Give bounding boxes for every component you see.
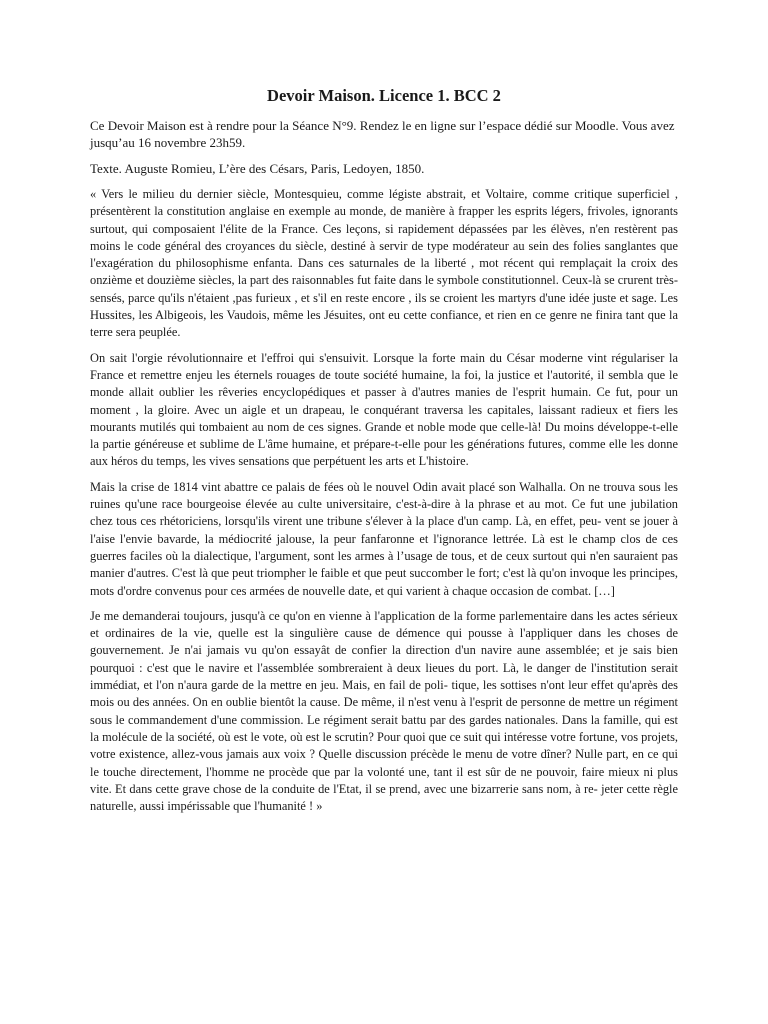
text-source-reference: Texte. Auguste Romieu, L’ère des Césars, Paris, Ledoyen, 1850. [90, 161, 425, 176]
assignment-instructions: Ce Devoir Maison est à rendre pour la Séance N°9. Rendez le en ligne sur l’espace dédié sur Moodle. Vous avez jusqu’au 16 novembre 23h59. [90, 118, 675, 150]
text-paragraph-3: Mais la crise de 1814 vint abattre ce palais de fées où le nouvel Odin avait placé son Walhalla. On ne trouva sous les ruines qu'une race bourgeoise élevée au culte universitaire, c'est-à-dire à la phrase et au mot. Ce fut une jubilation chez tous ces rhétoriciens, lorsqu'ils virent une tribune s'élever à la place d'un camp. Là, en effet, peu- vent se jouer à l'aise l'envie bavarde, la médiocrité jalouse, la peur fanfaronne et l'ignorance lettrée. Là est le champ clos de ces guerres faciles où la dialectique, l'argument, sont les armes à l’usage de tous, et de ceux surtout qui n'en sauraient pas manier d'autres. C'est là que peut triompher le faible et que peut succomber le fort; c'est là qu'on invoque les principes, mots d'ordre convenus pour ces armées de nouvelle date, et qui varient à chaque occasion de combat. […] [90, 479, 678, 598]
text-paragraph-4: Je me demanderai toujours, jusqu'à ce qu'on en vienne à l'application de la forme parlementaire dans les actes sérieux et ordinaires de la vie, quelle est la singulière cause de démence qui pousse à l'appliquer dans les choses de gouvernement. Je n'ai jamais vu qu'on essayât de confier la direction d'un navire aune assemblée; et je sais bien pourquoi : c'est que le navire et l'assemblée sombreraient à deux lieues du port. Là, le danger de l'institution serait immédiat, et l'on n'aura garde de la mettre en jeu. Mais, en fail de poli- tique, les sottises n'ont leur effet qu'après des mois ou des années. On en oublie bientôt la cause. De même, il n'est venu à l'esprit de personne de mettre un régiment sous le commandement d'une commission. Le régiment serait battu par des gardes nationales. Dans la famille, qui est la molécule de la société, où est le vote, où est le scrutin? Pour quoi que ce suit qui intéresse votre fortune, vos projets, votre existence, allez-vous jamais aux voix ? Quelle discussion précède le menu de votre dîner? Nulle part, en ce qui le touche directement, l'homme ne procède que par la volonté une, tant il est sûr de ne pouvoir, faire mieux ni plus vite. Et dans cette grave chose de la conduite de l'Etat, il se prend, avec une bizarrerie sans nom, à re- jeter cette règle naturelle, aussi impérissable que l'humanité ! » [90, 608, 678, 814]
text-paragraph-2: On sait l'orgie révolutionnaire et l'effroi qui s'ensuivit. Lorsque la forte main du César moderne vint régulariser la France et remettre enjeu les éternels rouages de toute société humaine, la foi, la justice et l'autorité, il sembla que le monde allait oublier les rêveries encyclopédiques et passer à d'autres manies de l'esprit humain. Ce fut, pour un moment , la gloire. Avec un aigle et un drapeau, le conquérant traversa les capitales, laissant radieux et fiers les mourants mutilés qui tombaient au nom de ces signes. Grande et noble mode que celle-là! Du moins développe-t-elle la partie généreuse et sublime de L'âme humaine, et prépare-t-elle pour les générations futures, comme elle les donne aux héros du temps, les vives sensations que perpétuent les arts et L'histoire. [90, 350, 678, 469]
document-page [90, 86, 678, 823]
document-title: Devoir Maison. Licence 1. BCC 2 [267, 86, 501, 105]
text-paragraph-1: « Vers le milieu du dernier siècle, Montesquieu, comme légiste abstrait, et Voltaire, comme critique superficiel , présentèrent la constitution anglaise en exemple au monde, de manière à frapper les esprits légers, frivoles, ignorants surtout, qui composaient l'élite de la France. Ces leçons, si rapidement dépassées par les élèves, n'en restèrent pas moins le code général des croyances du siècle, destiné à servir de type modérateur au sein des folies sanglantes que l'exagération du philosophisme enfanta. Dans ces saturnales de la liberté , mot récent qui remplaçait la croix des onzième et douzième siècles, la part des raisonnables fut faite dans le symbole constitutionnel. Ceux-là se crurent très-sensés, parce qu'ils n'étaient ,pas furieux , et s'il en reste encore , ils se croient les martyrs d'une idée juste et sage. Les Hussites, les Albigeois, les Vaudois, même les Jésuites, ont eu cette confiance, et rien en ce genre ne finira tant que la terre sera peuplée. [90, 187, 678, 340]
